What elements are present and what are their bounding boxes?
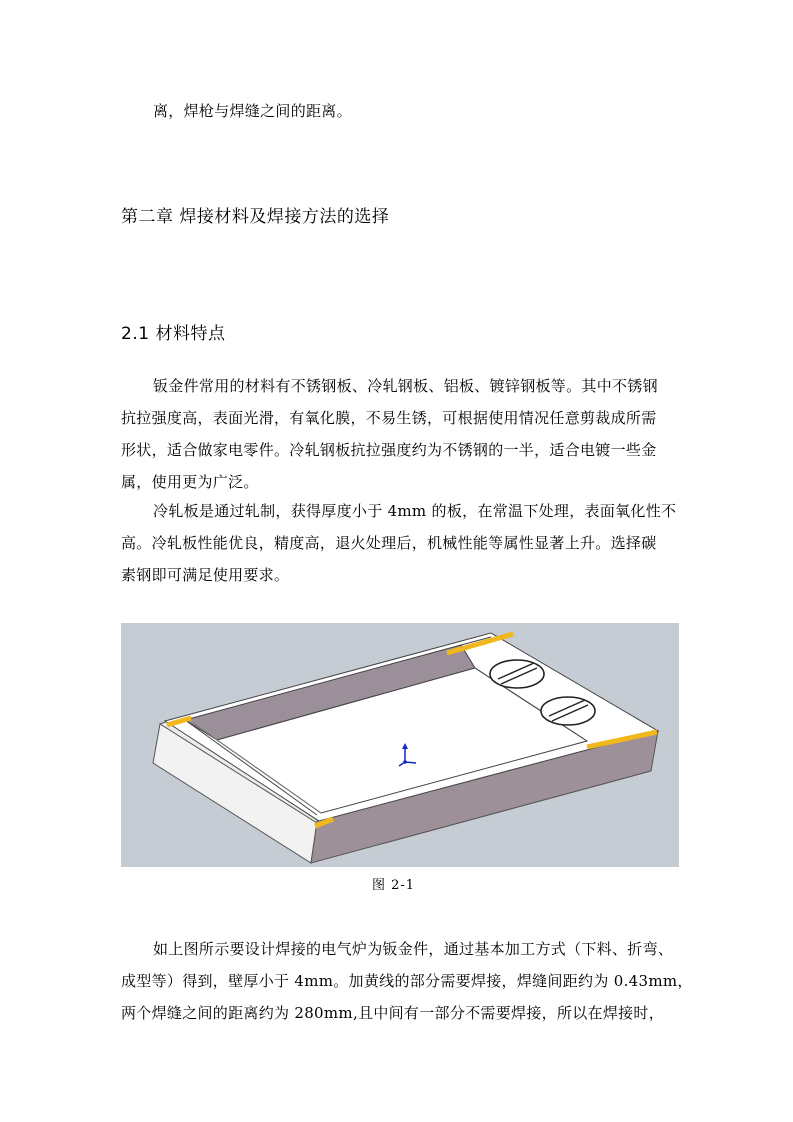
paragraph-line: 形状，适合做家电零件。冷轧钢板抗拉强度约为不锈钢的一半，适合电镀一些金 — [121, 441, 657, 459]
section-heading: 2.1 材料特点 — [121, 324, 226, 344]
paragraph-line: 属，使用更为广泛。 — [121, 473, 259, 491]
figure-sheet-metal-stove — [121, 623, 679, 867]
paragraph-line: 素钢即可满足使用要求。 — [121, 566, 290, 584]
continuation-text: 离，焊枪与焊缝之间的距离。 — [153, 102, 352, 120]
figure-caption: 图 2-1 — [372, 878, 416, 893]
chapter-heading: 第二章 焊接材料及焊接方法的选择 — [121, 207, 390, 227]
paragraph-line: 高。冷轧板性能优良，精度高，退火处理后，机械性能等属性显著上升。选择碳 — [121, 534, 657, 552]
burner-hole-bottom — [541, 697, 595, 725]
burner-hole-top — [490, 660, 544, 688]
stove-3d-model — [121, 623, 679, 867]
paragraph-line: 两个焊缝之间的距离约为 280mm,且中间有一部分不需要焊接，所以在焊接时， — [121, 1004, 665, 1022]
paragraph-line: 抗拉强度高，表面光滑，有氧化膜，不易生锈，可根据使用情况任意剪裁成所需 — [121, 409, 657, 427]
paragraph-line: 如上图所示要设计焊接的电气炉为钣金件，通过基本加工方式（下料、折弯、 — [153, 940, 674, 958]
paragraph-line: 钣金件常用的材料有不锈钢板、冷轧钢板、铝板、镀锌钢板等。其中不锈钢 — [153, 377, 658, 395]
paragraph-line: 成型等）得到，壁厚小于 4mm。加黄线的部分需要焊接，焊缝间距约为 0.43mm， — [121, 972, 693, 990]
paragraph-line: 冷轧板是通过轧制，获得厚度小于 4mm 的板，在常温下处理，表面氧化性不 — [153, 502, 677, 520]
